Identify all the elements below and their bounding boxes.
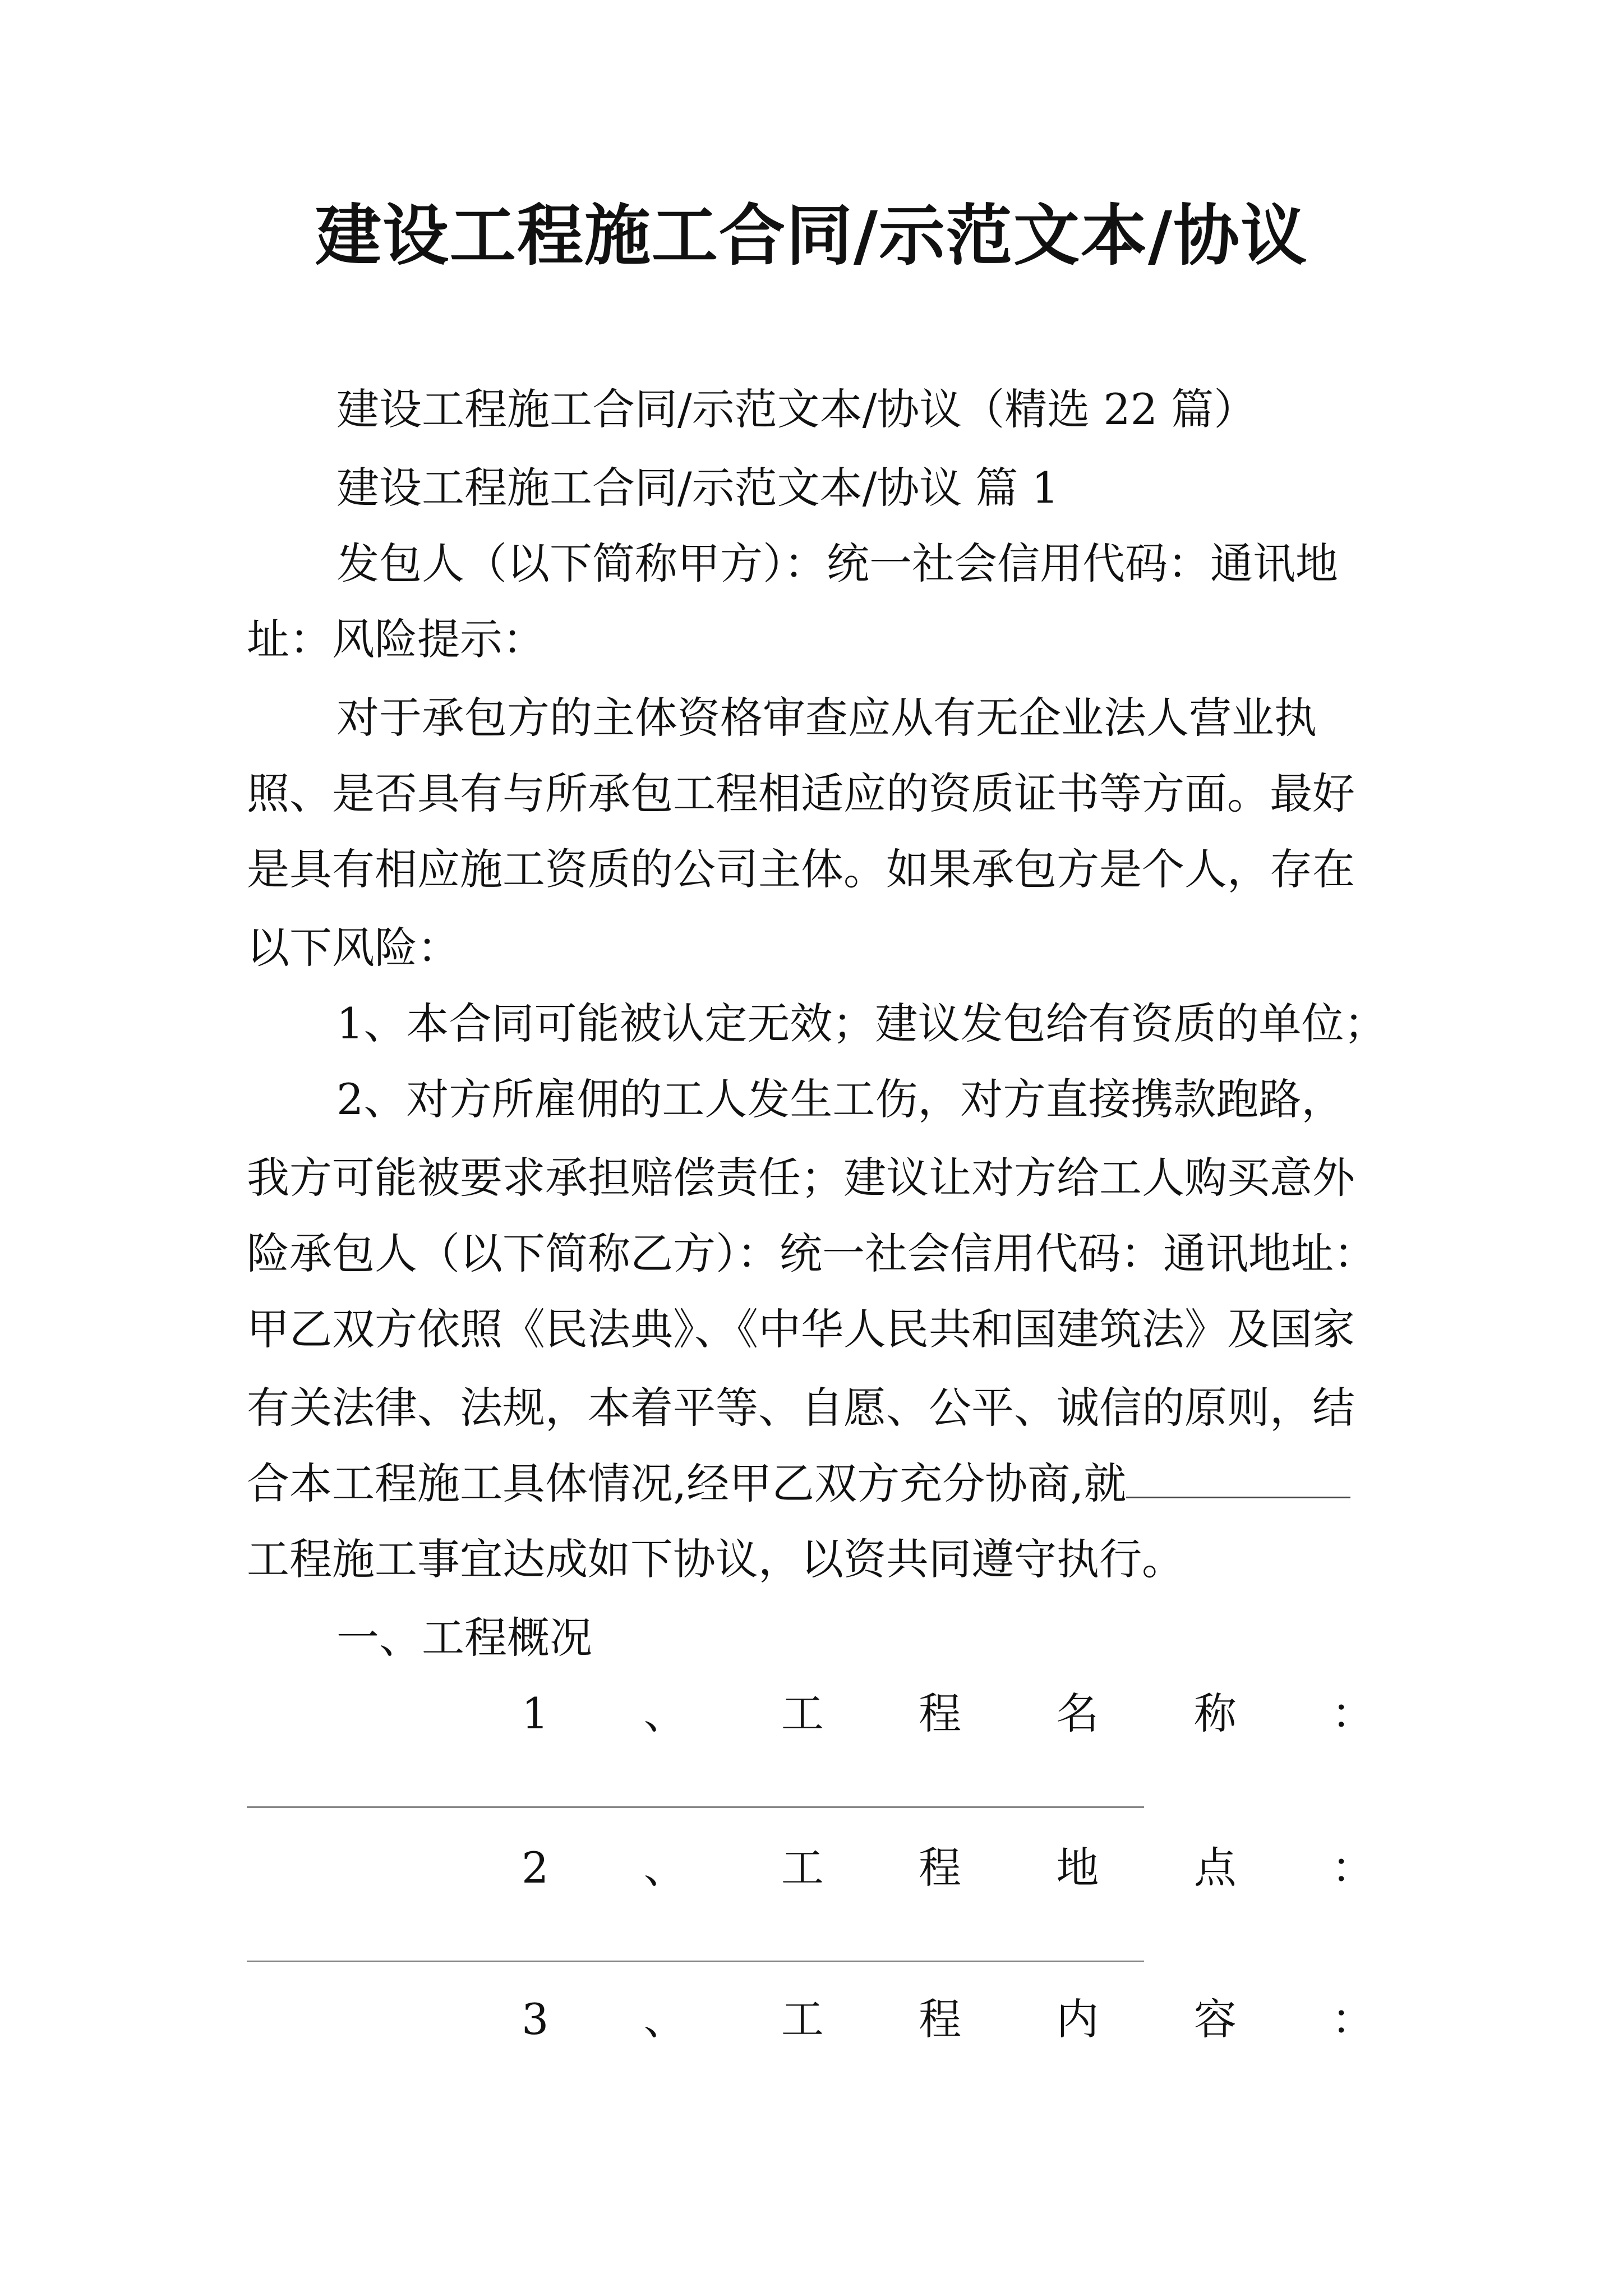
paragraph-line: 以下风险： <box>247 923 460 973</box>
subtitle-selection: 建设工程施工合同/示范文本/协议（精选 22 篇） <box>336 384 1257 434</box>
field-label-char: 内 <box>1056 1994 1099 2044</box>
paragraph-line: 工程施工事宜达成如下协议，以资共同遵守执行。 <box>247 1534 1184 1584</box>
field-separator: 、 <box>643 1994 686 2044</box>
paragraph-line: 址：风险提示： <box>247 614 545 664</box>
field-project-location <box>522 1840 1374 1896</box>
risk-item-1: 1、本合同可能被认定无效；建议发包给有资质的单位； <box>336 999 1387 1048</box>
field-label-char: 称 <box>1193 1688 1237 1738</box>
risk-item-2: 2、对方所雇佣的工人发生工伤，对方直接携款跑路， <box>336 1074 1344 1124</box>
paragraph-line: 甲乙双方依照《民法典》、《中华人民共和国建筑法》及国家 <box>247 1304 1355 1354</box>
fill-in-blank <box>1126 1457 1350 1498</box>
field-colon: ： <box>1331 1843 1374 1893</box>
field-label-char: 工 <box>781 1688 824 1738</box>
paragraph-line: 险承包人（以下简称乙方）：统一社会信用代码：通讯地址： <box>247 1228 1376 1278</box>
document-title: 建设工程施工合同/示范文本/协议 <box>315 196 1308 274</box>
field-label-char: 工 <box>781 1994 824 2044</box>
field-separator: 、 <box>643 1688 686 1738</box>
field-colon: ： <box>1331 1688 1374 1738</box>
paragraph-line: 发包人（以下简称甲方）：统一社会信用代码：通讯地 <box>336 539 1338 588</box>
field-label-char: 程 <box>919 1994 962 2044</box>
field-label-char: 程 <box>919 1843 962 1893</box>
field-label-char: 工 <box>781 1843 824 1893</box>
fill-in-line <box>247 1961 1144 1962</box>
paragraph-line-text: 合本工程施工具体情况,经甲乙双方充分协商,就 <box>247 1458 1127 1508</box>
field-separator: 、 <box>643 1843 686 1893</box>
field-number: 2 <box>522 1843 549 1893</box>
paragraph-line: 是具有相应施工资质的公司主体。如果承包方是个人，存在 <box>247 844 1355 894</box>
paragraph-line: 照、是否具有与所承包工程相适应的资质证书等方面。最好 <box>247 769 1355 818</box>
field-colon: ： <box>1331 1994 1374 2044</box>
field-label-char: 地 <box>1056 1843 1099 1893</box>
field-label-char: 点 <box>1193 1843 1237 1893</box>
paragraph-line: 有关法律、法规，本着平等、自愿、公平、诚信的原则，结 <box>247 1383 1355 1433</box>
field-label-char: 程 <box>919 1688 962 1738</box>
paragraph-line: 我方可能被要求承担赔偿责任；建议让对方给工人购买意外 <box>247 1153 1355 1203</box>
field-project-name <box>522 1686 1374 1742</box>
fill-in-line <box>247 1806 1144 1808</box>
paragraph-line <box>247 1456 1350 1512</box>
paragraph-line: 对于承包方的主体资格审查应从有无企业法人营业执 <box>336 693 1317 743</box>
field-label-char: 名 <box>1056 1688 1099 1738</box>
field-number: 1 <box>522 1688 549 1738</box>
field-project-content <box>522 1991 1374 2047</box>
subtitle-part-1: 建设工程施工合同/示范文本/协议 篇 1 <box>336 463 1059 513</box>
section-heading: 一、工程概况 <box>336 1613 592 1663</box>
field-label-char: 容 <box>1193 1994 1237 2044</box>
field-number: 3 <box>522 1994 549 2044</box>
